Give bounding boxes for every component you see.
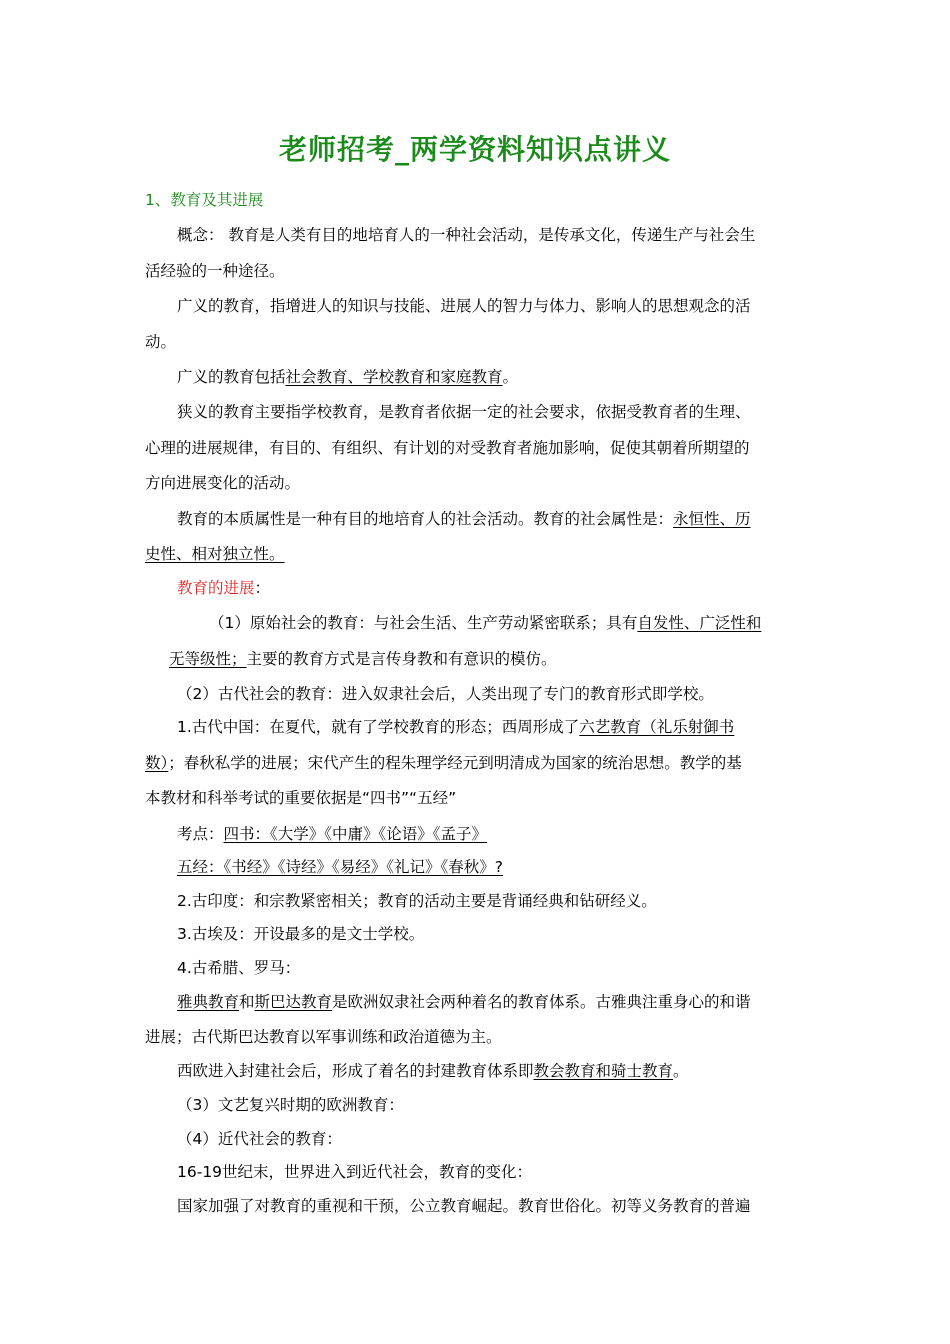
china-line-3: 本教材和科举考试的重要依据是“四书”“五经” (145, 789, 457, 807)
underlined-term: 四书：《大学》《中庸》《论语》《孟子》 (223, 825, 488, 843)
text: 是欧洲奴隶社会两种着名的教育体系。古雅典注重身心的和谐 (332, 993, 751, 1011)
primitive-line-2 (169, 649, 557, 669)
text: （1）原始社会的教育：与社会生活、生产劳动紧密联系；具有 (209, 614, 638, 632)
china-line-1 (177, 717, 734, 737)
narrow-line-1: 狭义的教育主要指学校教育，是教育者依据一定的社会要求，依据受教育者的生理、 (177, 403, 751, 421)
text: 教育的本质属性是一种有目的地培育人的社会活动。教育的社会属性是： (177, 510, 674, 528)
document-title: 老师招考_两学资料知识点讲义 (278, 133, 671, 166)
text: 1.古代中国：在夏代，就有了学校教育的形态；西周形成了 (177, 718, 580, 736)
feudal-line (177, 1061, 689, 1081)
modern-line: （4）近代社会的教育： (177, 1130, 342, 1148)
nature-line-1 (177, 509, 751, 529)
text: ；春秋私学的进展；宋代产生的程朱理学经元到明清成为国家的统治思想。教学的基 (168, 754, 742, 772)
athens-line-1 (177, 992, 751, 1012)
text: 和 (239, 993, 255, 1011)
ancient-society-line: （2）古代社会的教育：进入奴隶社会后，人类出现了专门的教育形式即学校。 (177, 685, 714, 703)
underlined-term: 雅典教育 (177, 993, 240, 1011)
underlined-term: 社会教育、学校教育和家庭教育 (285, 368, 503, 386)
underlined-term: 斯巴达教育 (254, 993, 333, 1011)
text: 广义的教育包括 (177, 368, 286, 386)
narrow-line-2: 心理的进展规律，有目的、有组织、有计划的对受教育者施加影响，促使其朝着所期望的 (145, 439, 750, 457)
china-line-2 (145, 753, 742, 773)
underlined-term: 无等级性； (169, 650, 247, 668)
broad-scope-paragraph (177, 367, 518, 387)
underlined-term: 六艺教育（礼乐射御书 (579, 718, 735, 736)
broad-line-1: 广义的教育，指增进人的知识与技能、进展人的智力与体力、影响人的思想观念的活 (177, 297, 751, 315)
text: 。 (502, 368, 519, 386)
text: 西欧进入封建社会后，形成了着名的封建教育体系即 (177, 1062, 534, 1080)
primitive-line-1 (209, 613, 761, 633)
underlined-term: 永恒性、历 (673, 510, 751, 528)
text: 。 (673, 1062, 689, 1080)
underlined-term: 数） (145, 754, 169, 772)
greece-line: 4.古希腊、罗马： (177, 959, 301, 977)
red-heading: 教育的进展 (177, 579, 255, 597)
concept-line-1: 概念： 教育是人类有目的地培育人的一种社会活动，是传承文化，传递生产与社会生 (177, 226, 756, 244)
text: 考点： (177, 825, 224, 843)
text: ： (254, 579, 271, 597)
athens-line-2: 进展；古代斯巴达教育以军事训练和政治道德为主。 (145, 1028, 502, 1046)
state-line: 国家加强了对教育的重视和干预，公立教育崛起。教育世俗化。初等义务教育的普遍 (177, 1197, 751, 1215)
underlined-term: 教会教育和骑士教育 (533, 1062, 674, 1080)
section-heading: 1、教育及其进展 (145, 191, 264, 209)
india-line: 2.古印度：和宗教紧密相关；教育的活动主要是背诵经典和钻研经义。 (177, 892, 657, 910)
underlined-term: 自发性、广泛性和 (637, 614, 762, 632)
century-line: 16-19世纪末，世界进入到近代社会，教育的变化： (177, 1163, 533, 1181)
narrow-line-3: 方向进展变化的活动。 (145, 474, 301, 492)
renaissance-line: （3）文艺复兴时期的欧洲教育： (177, 1096, 404, 1114)
kaodian-line (177, 824, 487, 844)
text: 主要的教育方式是言传身教和有意识的模仿。 (246, 650, 557, 668)
underlined-term: 史性、相对独立性。 (145, 545, 285, 563)
egypt-line: 3.古埃及：开设最多的是文士学校。 (177, 925, 425, 943)
development-heading (177, 578, 270, 598)
nature-line-2 (145, 544, 285, 564)
wujing-line: 五经：《书经》《诗经》《易经》《礼记》《春秋》? (177, 858, 503, 876)
concept-line-2: 活经验的一种途径。 (145, 262, 285, 280)
broad-line-2: 动。 (145, 333, 177, 351)
